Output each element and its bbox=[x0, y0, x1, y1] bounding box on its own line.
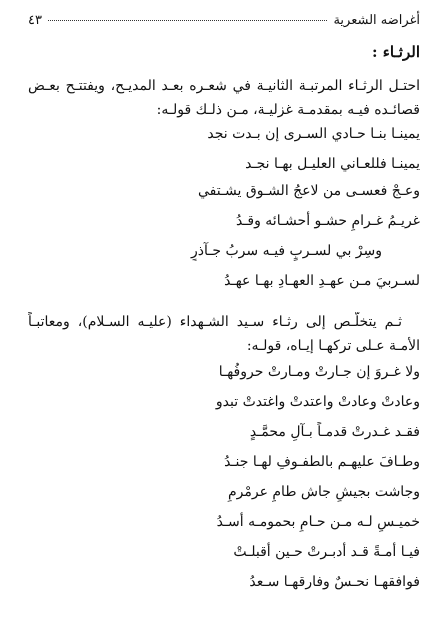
verse-line: فوافقهـا نحـسٌ وفارقهـا سـعدُ bbox=[249, 574, 420, 590]
verse-line: وعادتْ وعادتْ واعتدتْ واغتدتْ تبدو bbox=[215, 394, 420, 410]
page-number: ٤٣ bbox=[28, 12, 42, 28]
verse-line: خميـسٍ لـه مـن حـامٍ بحمومـه أسـدُ bbox=[216, 514, 420, 530]
verse-line: فقـد غـدرتْ قدمـاً بـآلِ محمَّـدٍ bbox=[249, 424, 420, 440]
verse-line: وعـجْ فعسـى من لاعجُ الشـوق يشـتفي bbox=[197, 183, 420, 199]
verse-line: وطـافَ عليهـم بالطفـوفِ لهـا جنـدُ bbox=[224, 454, 420, 470]
verse-line: غريـمُ غـرامٍ حشـو أحشـائه وقـدُ bbox=[235, 213, 420, 229]
header-dot-leader bbox=[48, 19, 327, 21]
verse-line: يمينـا بنـا حـادي السـرى إن بـدت نجد bbox=[207, 126, 420, 142]
verse-line: وسِرْ بي لسـربٍ فيـه سربُ جـآذرٍ bbox=[191, 243, 382, 259]
paragraph-line: ثـم يتخلّـص إلى رثـاء سـيد الشـهداء (عليـه السـلام)، ومعاتبـاً bbox=[28, 314, 402, 330]
paragraph-line: احتـل الرثـاء المرتبـة الثانيـة في شعـره بعـد المديـح، ويفتتـح بعـض bbox=[28, 78, 420, 94]
verse-line: وجاشت بجيشٍ جاش طامٍ عرمْرمٍ bbox=[227, 484, 420, 500]
running-header bbox=[28, 10, 420, 30]
section-heading: الرثـاء : bbox=[372, 43, 420, 61]
verse-line: فيـا أمـةً قـد أدبـرتْ حـين أقبلـتْ bbox=[233, 544, 420, 560]
verse-line: ولا غـروَ إن جـارتْ ومـارتْ حروفُهـا bbox=[218, 364, 420, 380]
verse-line: لسـربيَ مـن عهـدِ العهـادِ بهـا عهـدُ bbox=[224, 273, 420, 289]
verse-line: يمينـا فللعـاني العليـل بهـا نجـد bbox=[245, 156, 420, 172]
section-title: أغراضه الشعرية bbox=[333, 12, 420, 28]
paragraph-line: الأمـة عـلى تركهـا إيـاه، قولـه: bbox=[246, 338, 420, 354]
paragraph-line: قصائـده فيـه بمقدمـة غزليـة، مـن ذلـك قولـه: bbox=[156, 102, 420, 118]
